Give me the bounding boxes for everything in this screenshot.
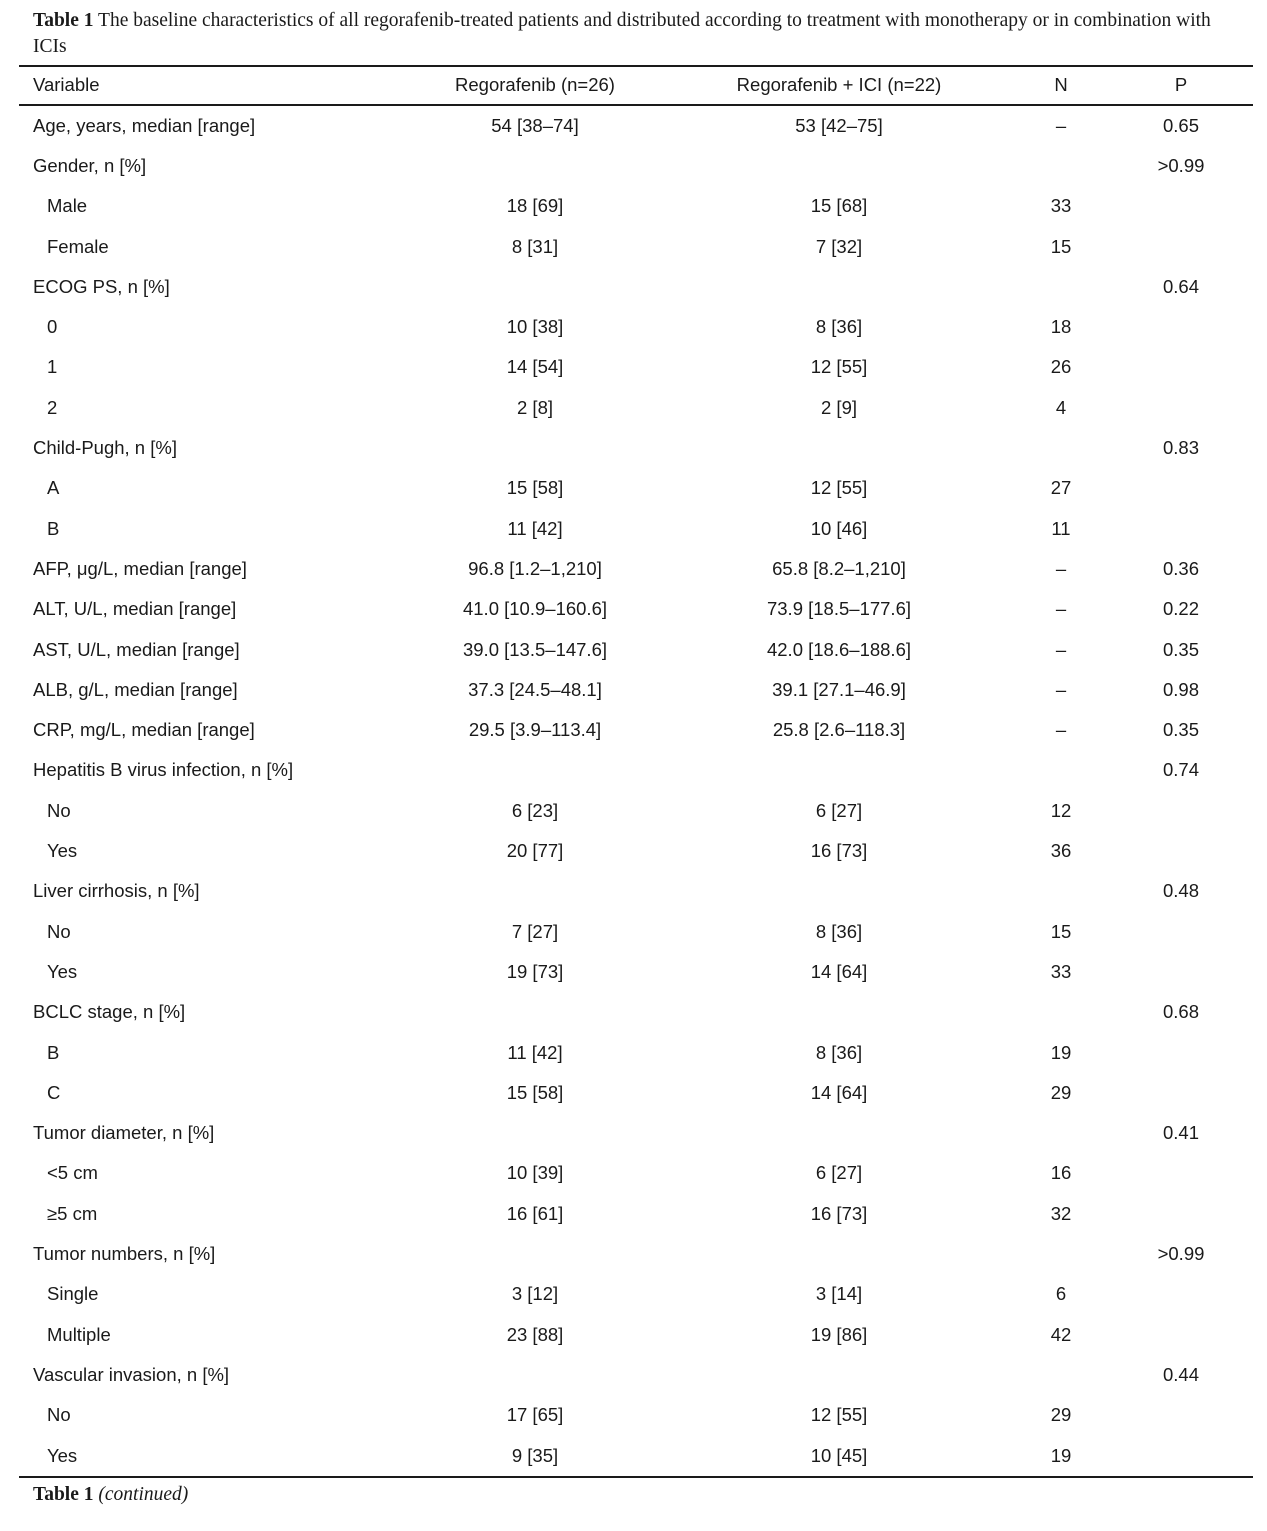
cell-regorafenib: 23 [88]	[506, 1323, 564, 1345]
table-footer	[33, 1484, 188, 1506]
cell-variable: Single	[47, 1283, 99, 1305]
table-row	[0, 307, 1267, 347]
cell-regorafenib-ici: 10 [46]	[810, 517, 868, 539]
cell-regorafenib: 29.5 [3.9–113.4]	[468, 719, 602, 741]
cell-p: 0.35	[1162, 638, 1200, 660]
cell-variable: 0	[47, 316, 58, 338]
cell-n: 32	[1050, 1202, 1072, 1224]
cell-variable: BCLC stage, n [%]	[33, 1001, 186, 1023]
cell-n: –	[1055, 557, 1067, 579]
cell-variable: 1	[47, 356, 58, 378]
cell-variable: Age, years, median [range]	[33, 114, 256, 136]
cell-regorafenib-ici: 19 [86]	[810, 1323, 868, 1345]
table-row	[0, 912, 1267, 952]
cell-regorafenib-ici: 8 [36]	[815, 316, 863, 338]
cell-variable: Yes	[47, 960, 78, 982]
cell-variable: ≥5 cm	[47, 1202, 98, 1224]
table-row	[0, 750, 1267, 790]
cell-variable: C	[47, 1081, 61, 1103]
cell-regorafenib: 54 [38–74]	[491, 114, 579, 136]
cell-regorafenib: 14 [54]	[506, 356, 564, 378]
cell-p: 0.64	[1162, 275, 1200, 297]
cell-regorafenib: 11 [42]	[507, 1041, 563, 1063]
cell-regorafenib-ici: 15 [68]	[810, 195, 868, 217]
cell-regorafenib: 96.8 [1.2–1,210]	[468, 557, 602, 579]
cell-n: 29	[1050, 1081, 1072, 1103]
cell-variable: ECOG PS, n [%]	[33, 275, 170, 297]
cell-regorafenib: 15 [58]	[506, 1081, 564, 1103]
table-row	[0, 1073, 1267, 1113]
header-variable: Variable	[33, 73, 100, 95]
table-row	[0, 629, 1267, 669]
header-regorafenib: Regorafenib (n=26)	[455, 73, 615, 95]
table-row	[0, 106, 1267, 146]
cell-p: 0.41	[1162, 1122, 1200, 1144]
cell-n: 36	[1050, 840, 1072, 862]
cell-n: 33	[1050, 960, 1072, 982]
cell-regorafenib: 17 [65]	[506, 1404, 564, 1426]
cell-variable: Hepatitis B virus infection, n [%]	[33, 759, 294, 781]
cell-regorafenib-ici: 42.0 [18.6–188.6]	[766, 638, 912, 660]
table-footer-note: (continued)	[98, 1484, 189, 1505]
cell-regorafenib-ici: 53 [42–75]	[795, 114, 883, 136]
table-row	[0, 549, 1267, 589]
cell-variable: ALB, g/L, median [range]	[33, 678, 238, 700]
table-row	[0, 871, 1267, 911]
table-row	[0, 1113, 1267, 1153]
cell-regorafenib: 37.3 [24.5–48.1]	[468, 678, 602, 700]
table-row	[0, 992, 1267, 1032]
cell-p: 0.68	[1162, 1001, 1200, 1023]
cell-regorafenib-ici: 3 [14]	[815, 1283, 863, 1305]
cell-variable: Child-Pugh, n [%]	[33, 437, 177, 459]
table-caption-label: Table 1	[33, 10, 94, 31]
table-row	[0, 1435, 1267, 1475]
cell-n: 6	[1055, 1283, 1067, 1305]
cell-p: 0.22	[1162, 598, 1200, 620]
table-row	[0, 186, 1267, 226]
cell-n: 18	[1050, 316, 1072, 338]
cell-n: 4	[1055, 396, 1067, 418]
cell-variable: Male	[47, 195, 88, 217]
cell-regorafenib: 41.0 [10.9–160.6]	[462, 598, 608, 620]
cell-regorafenib: 8 [31]	[511, 235, 559, 257]
cell-regorafenib-ici: 14 [64]	[810, 960, 868, 982]
cell-variable: 2	[47, 396, 58, 418]
cell-regorafenib: 10 [38]	[506, 316, 564, 338]
cell-variable: B	[47, 517, 60, 539]
cell-n: 16	[1050, 1162, 1072, 1184]
table-row	[0, 952, 1267, 992]
table-footer-label: Table 1	[33, 1484, 94, 1505]
cell-regorafenib: 3 [12]	[511, 1283, 559, 1305]
cell-regorafenib-ici: 16 [73]	[810, 840, 868, 862]
cell-regorafenib-ici: 39.1 [27.1–46.9]	[772, 678, 906, 700]
cell-variable: No	[47, 1404, 71, 1426]
cell-regorafenib: 18 [69]	[506, 195, 564, 217]
cell-regorafenib: 6 [23]	[511, 799, 559, 821]
cell-regorafenib: 11 [42]	[507, 517, 563, 539]
table-row	[0, 1315, 1267, 1355]
table-row	[0, 1274, 1267, 1314]
cell-n: 33	[1050, 195, 1072, 217]
cell-n: 11	[1051, 517, 1071, 539]
cell-regorafenib-ici: 8 [36]	[815, 920, 863, 942]
cell-n: 42	[1050, 1323, 1072, 1345]
table-bottom-rule	[19, 1476, 1253, 1478]
cell-regorafenib: 16 [61]	[506, 1202, 564, 1224]
table-row	[0, 1032, 1267, 1072]
cell-p: 0.83	[1162, 437, 1200, 459]
cell-regorafenib-ici: 25.8 [2.6–118.3]	[772, 719, 906, 741]
cell-n: 19	[1050, 1444, 1072, 1466]
cell-regorafenib-ici: 12 [55]	[810, 1404, 868, 1426]
cell-n: 19	[1050, 1041, 1072, 1063]
cell-variable: Vascular invasion, n [%]	[33, 1363, 230, 1385]
cell-variable: Yes	[47, 1444, 78, 1466]
cell-n: 12	[1050, 799, 1072, 821]
cell-p: >0.99	[1157, 154, 1205, 176]
table-row	[0, 146, 1267, 186]
cell-regorafenib-ici: 12 [55]	[810, 356, 868, 378]
cell-n: 27	[1050, 477, 1072, 499]
cell-n: –	[1055, 638, 1067, 660]
cell-n: 15	[1050, 235, 1072, 257]
table-row	[0, 267, 1267, 307]
cell-variable: CRP, mg/L, median [range]	[33, 719, 255, 741]
table-row	[0, 468, 1267, 508]
cell-regorafenib: 19 [73]	[506, 960, 564, 982]
cell-regorafenib: 7 [27]	[511, 920, 559, 942]
cell-regorafenib-ici: 7 [32]	[815, 235, 863, 257]
cell-regorafenib-ici: 6 [27]	[815, 799, 863, 821]
cell-n: –	[1055, 719, 1067, 741]
cell-n: 26	[1050, 356, 1072, 378]
table-row	[0, 589, 1267, 629]
cell-n: 15	[1050, 920, 1072, 942]
cell-regorafenib-ici: 73.9 [18.5–177.6]	[766, 598, 912, 620]
cell-variable: Tumor diameter, n [%]	[33, 1122, 215, 1144]
cell-p: >0.99	[1157, 1243, 1205, 1265]
cell-regorafenib: 15 [58]	[506, 477, 564, 499]
table-row	[0, 670, 1267, 710]
cell-regorafenib: 20 [77]	[506, 840, 564, 862]
cell-n: –	[1055, 114, 1067, 136]
cell-regorafenib-ici: 14 [64]	[810, 1081, 868, 1103]
cell-variable: Female	[47, 235, 109, 257]
cell-variable: Multiple	[47, 1323, 111, 1345]
cell-variable: AST, U/L, median [range]	[33, 638, 240, 660]
cell-regorafenib-ici: 10 [45]	[810, 1444, 868, 1466]
cell-p: 0.35	[1162, 719, 1200, 741]
cell-regorafenib: 9 [35]	[511, 1444, 559, 1466]
cell-variable: B	[47, 1041, 60, 1063]
cell-p: 0.44	[1162, 1363, 1200, 1385]
cell-regorafenib: 10 [39]	[506, 1162, 564, 1184]
cell-p: 0.98	[1162, 678, 1200, 700]
cell-variable: Tumor numbers, n [%]	[33, 1243, 216, 1265]
table-row	[0, 347, 1267, 387]
cell-regorafenib: 39.0 [13.5–147.6]	[462, 638, 608, 660]
cell-regorafenib-ici: 65.8 [8.2–1,210]	[772, 557, 906, 579]
table-row	[0, 710, 1267, 750]
table-row	[0, 1234, 1267, 1274]
header-p: P	[1174, 73, 1188, 95]
cell-p: 0.36	[1162, 557, 1200, 579]
cell-regorafenib-ici: 2 [9]	[821, 396, 857, 418]
cell-p: 0.74	[1162, 759, 1200, 781]
table-row	[0, 1194, 1267, 1234]
cell-variable: ALT, U/L, median [range]	[33, 598, 237, 620]
cell-variable: Liver cirrhosis, n [%]	[33, 880, 200, 902]
header-n: N	[1054, 73, 1068, 95]
cell-p: 0.65	[1162, 114, 1200, 136]
table-caption	[33, 8, 1243, 60]
cell-variable: No	[47, 920, 71, 942]
cell-variable: A	[47, 477, 60, 499]
cell-n: –	[1055, 678, 1067, 700]
table-header-row	[0, 65, 1267, 104]
table-row	[0, 388, 1267, 428]
cell-regorafenib-ici: 6 [27]	[815, 1162, 863, 1184]
header-regorafenib-ici: Regorafenib + ICI (n=22)	[736, 73, 942, 95]
cell-regorafenib-ici: 16 [73]	[810, 1202, 868, 1224]
table-caption-text: The baseline characteristics of all regorafenib-treated patients and distributed according to treatment with monotherapy or in combination with ICIs	[33, 10, 1211, 57]
cell-variable: No	[47, 799, 71, 821]
cell-n: –	[1055, 598, 1067, 620]
table-row	[0, 1395, 1267, 1435]
cell-p: 0.48	[1162, 880, 1200, 902]
cell-variable: <5 cm	[47, 1162, 98, 1184]
table-row	[0, 831, 1267, 871]
cell-variable: Yes	[47, 840, 78, 862]
cell-regorafenib-ici: 8 [36]	[815, 1041, 863, 1063]
table-row	[0, 226, 1267, 266]
cell-variable: Gender, n [%]	[33, 154, 147, 176]
cell-regorafenib: 2 [8]	[517, 396, 553, 418]
cell-variable: AFP, μg/L, median [range]	[33, 557, 247, 579]
table-row	[0, 1355, 1267, 1395]
table-row	[0, 509, 1267, 549]
cell-n: 29	[1050, 1404, 1072, 1426]
table-row	[0, 428, 1267, 468]
table-row	[0, 791, 1267, 831]
cell-regorafenib-ici: 12 [55]	[810, 477, 868, 499]
table-row	[0, 1153, 1267, 1193]
